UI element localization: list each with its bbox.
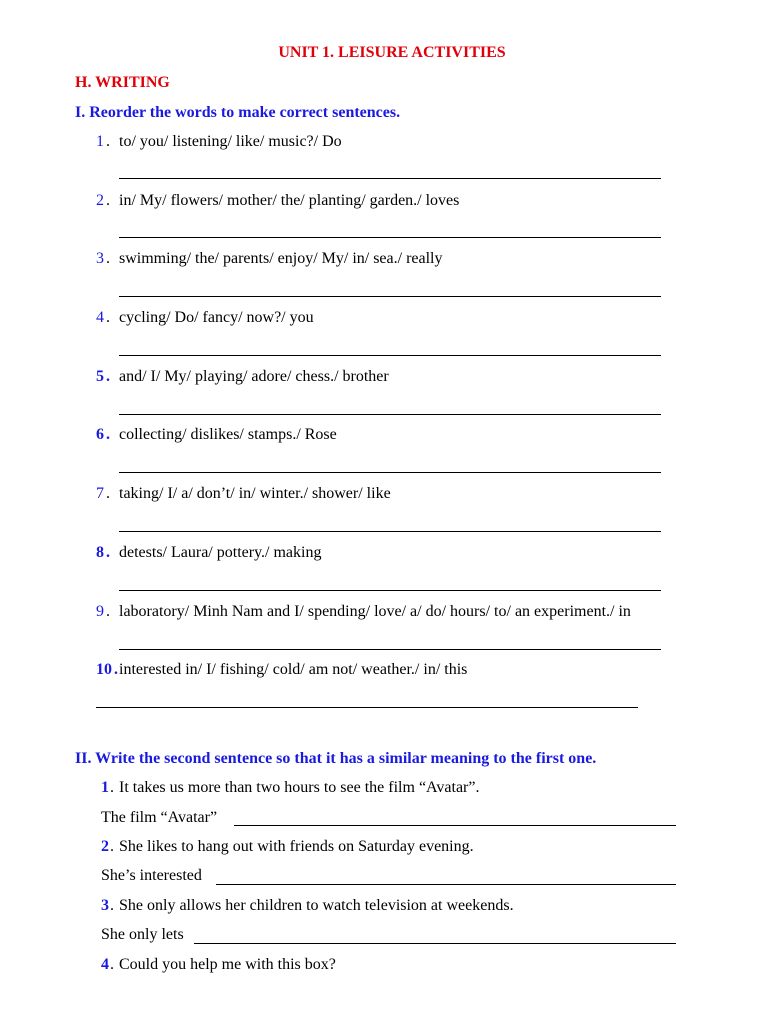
item-number: 9 — [96, 603, 104, 620]
item-number: 1 — [96, 133, 104, 150]
section-title: H. WRITING — [75, 74, 170, 91]
item-number: 10 — [96, 661, 112, 678]
item-number: 2 — [96, 192, 104, 209]
answer-line[interactable] — [96, 707, 638, 708]
original-sentence: Could you help me with this box? — [119, 956, 336, 973]
answer-line[interactable] — [119, 531, 661, 532]
answer-line[interactable] — [234, 825, 676, 826]
item-number: 8 — [96, 544, 104, 561]
item-words: cycling/ Do/ fancy/ now?/ you — [119, 309, 314, 326]
part1-heading: I. Reorder the words to make correct sentences. — [75, 104, 401, 121]
item-number: 1 — [101, 779, 109, 796]
answer-line[interactable] — [119, 296, 661, 297]
answer-line[interactable] — [119, 590, 661, 591]
rewrite-prompt: She’s interested — [101, 867, 202, 884]
answer-line[interactable] — [119, 472, 661, 473]
original-sentence: She only allows her children to watch television at weekends. — [119, 897, 514, 914]
item-words: collecting/ dislikes/ stamps./ Rose — [119, 426, 337, 443]
item-number: 3 — [96, 250, 104, 267]
answer-line[interactable] — [216, 884, 676, 885]
item-number: 3 — [101, 897, 109, 914]
item-words: detests/ Laura/ pottery./ making — [119, 544, 322, 561]
item-number: 2 — [101, 838, 109, 855]
answer-line[interactable] — [119, 414, 661, 415]
item-number: 5 — [96, 368, 104, 385]
page-title: UNIT 1. LEISURE ACTIVITIES — [278, 44, 506, 61]
original-sentence: She likes to hang out with friends on Saturday evening. — [119, 838, 474, 855]
answer-line[interactable] — [119, 237, 661, 238]
answer-line[interactable] — [194, 943, 676, 944]
item-words: taking/ I/ a/ don’t/ in/ winter./ shower/ like — [119, 485, 391, 502]
part2-heading: II. Write the second sentence so that it has a similar meaning to the first one. — [75, 750, 597, 767]
answer-line[interactable] — [119, 649, 661, 650]
item-words: in/ My/ flowers/ mother/ the/ planting/ garden./ loves — [119, 192, 460, 209]
item-number: 6 — [96, 426, 104, 443]
item-words: interested in/ I/ fishing/ cold/ am not/ weather./ in/ this — [119, 661, 468, 678]
item-words: to/ you/ listening/ like/ music?/ Do — [119, 133, 342, 150]
item-number: 4 — [101, 956, 109, 973]
item-number: 7 — [96, 485, 104, 502]
rewrite-prompt: The film “Avatar” — [101, 809, 218, 826]
item-words: and/ I/ My/ playing/ adore/ chess./ brother — [119, 368, 389, 385]
original-sentence: It takes us more than two hours to see the film “Avatar”. — [119, 779, 480, 796]
item-number: 4 — [96, 309, 104, 326]
answer-line[interactable] — [119, 178, 661, 179]
item-words: laboratory/ Minh Nam and I/ spending/ love/ a/ do/ hours/ to/ an experiment./ in — [119, 603, 631, 620]
item-words: swimming/ the/ parents/ enjoy/ My/ in/ sea./ really — [119, 250, 443, 267]
rewrite-prompt: She only lets — [101, 926, 184, 943]
answer-line[interactable] — [119, 355, 661, 356]
